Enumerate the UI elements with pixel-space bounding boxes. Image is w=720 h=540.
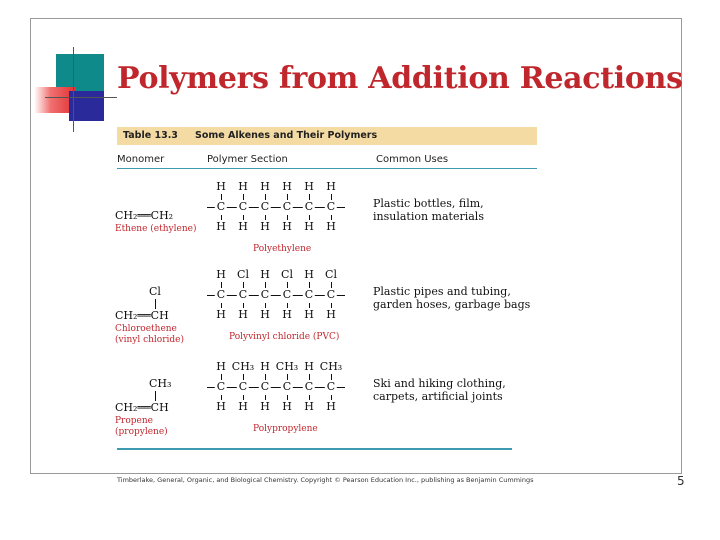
bottom-atom: H bbox=[216, 308, 226, 321]
top-atom: H bbox=[326, 180, 336, 193]
bottom-atom: H bbox=[260, 308, 270, 321]
polymer-name: Polyethylene bbox=[253, 244, 312, 254]
bottom-atom: H bbox=[260, 400, 270, 413]
carbon-atom: C bbox=[326, 380, 336, 393]
carbon-atom: C bbox=[326, 200, 336, 213]
bottom-atom: H bbox=[282, 308, 292, 321]
monomer-substituent-bond bbox=[155, 299, 156, 309]
monomer-formula: CH₂══CH bbox=[115, 309, 169, 322]
decorative-horizontal-line bbox=[45, 97, 117, 98]
top-atom: H bbox=[304, 180, 314, 193]
table-caption-text: Some Alkenes and Their Polymers bbox=[195, 130, 378, 141]
carbon-atom: C bbox=[216, 200, 226, 213]
monomer-name: Chloroethene (vinyl chloride) bbox=[115, 324, 185, 345]
monomer-substituent-bond bbox=[155, 391, 156, 401]
top-atom: H bbox=[304, 268, 314, 281]
common-uses: Plastic bottles, film, insulation materials bbox=[373, 197, 484, 223]
bottom-atom: H bbox=[282, 400, 292, 413]
bottom-atom: H bbox=[260, 220, 270, 233]
header-rule bbox=[117, 168, 537, 169]
top-atom: H bbox=[304, 360, 314, 373]
carbon-atom: C bbox=[326, 288, 336, 301]
top-atom: H bbox=[216, 268, 226, 281]
table-caption bbox=[117, 127, 537, 145]
bottom-atom: H bbox=[326, 308, 336, 321]
carbon-atom: C bbox=[260, 288, 270, 301]
bottom-atom: H bbox=[238, 308, 248, 321]
top-atom: Cl bbox=[281, 268, 293, 281]
bottom-atom: H bbox=[326, 400, 336, 413]
top-atom: H bbox=[282, 180, 292, 193]
page-number: 5 bbox=[677, 474, 685, 488]
carbon-atom: C bbox=[238, 288, 248, 301]
carbon-atom: C bbox=[282, 200, 292, 213]
bottom-atom: H bbox=[326, 220, 336, 233]
top-atom: CH₃ bbox=[231, 360, 255, 373]
bottom-atom: H bbox=[238, 400, 248, 413]
carbon-atom: C bbox=[304, 200, 314, 213]
decorative-vertical-line bbox=[73, 47, 74, 132]
table-caption-number: Table 13.3 bbox=[123, 130, 178, 141]
monomer-name: Propene (propylene) bbox=[115, 416, 168, 437]
top-atom: H bbox=[260, 180, 270, 193]
monomer-substituent: CH₃ bbox=[149, 377, 172, 390]
carbon-atom: C bbox=[238, 380, 248, 393]
carbon-atom: C bbox=[304, 380, 314, 393]
monomer-formula: CH₂══CH₂ bbox=[115, 209, 174, 222]
carbon-atom: C bbox=[260, 380, 270, 393]
monomer-name: Ethene (ethylene) bbox=[115, 224, 197, 234]
carbon-atom: C bbox=[216, 380, 226, 393]
carbon-atom: C bbox=[216, 288, 226, 301]
decorative-blue-block bbox=[69, 91, 104, 121]
top-atom: H bbox=[260, 360, 270, 373]
top-atom: H bbox=[216, 360, 226, 373]
carbon-atom: C bbox=[282, 288, 292, 301]
top-atom: Cl bbox=[237, 268, 249, 281]
column-header-common-uses: Common Uses bbox=[376, 154, 449, 165]
bottom-atom: H bbox=[216, 220, 226, 233]
monomer-formula: CH₂══CH bbox=[115, 401, 169, 414]
carbon-atom: C bbox=[282, 380, 292, 393]
carbon-atom: C bbox=[260, 200, 270, 213]
column-header-monomer: Monomer bbox=[117, 154, 165, 165]
bottom-atom: H bbox=[304, 220, 314, 233]
slide bbox=[30, 18, 685, 488]
carbon-atom: C bbox=[304, 288, 314, 301]
carbon-atom: C bbox=[238, 200, 248, 213]
polymer-name: Polypropylene bbox=[253, 424, 318, 434]
bottom-atom: H bbox=[216, 400, 226, 413]
column-header-polymer-section: Polymer Section bbox=[207, 154, 288, 165]
top-atom: H bbox=[260, 268, 270, 281]
copyright-footer: Timberlake, General, Organic, and Biological Chemistry. Copyright © Pearson Education Inc., publishing as Benjamin Cummings bbox=[117, 476, 534, 484]
top-atom: H bbox=[238, 180, 248, 193]
common-uses: Plastic pipes and tubing, garden hoses, garbage bags bbox=[373, 285, 531, 311]
bottom-atom: H bbox=[238, 220, 248, 233]
top-atom: CH₃ bbox=[275, 360, 299, 373]
top-atom: Cl bbox=[325, 268, 337, 281]
top-atom: CH₃ bbox=[319, 360, 343, 373]
bottom-atom: H bbox=[304, 400, 314, 413]
common-uses: Ski and hiking clothing, carpets, artificial joints bbox=[373, 377, 506, 403]
table-bottom-rule bbox=[117, 448, 512, 450]
bottom-atom: H bbox=[304, 308, 314, 321]
top-atom: H bbox=[216, 180, 226, 193]
polymer-name: Polyvinyl chloride (PVC) bbox=[229, 332, 340, 342]
bottom-atom: H bbox=[282, 220, 292, 233]
slide-title: Polymers from Addition Reactions bbox=[117, 61, 683, 96]
monomer-substituent: Cl bbox=[149, 285, 161, 298]
